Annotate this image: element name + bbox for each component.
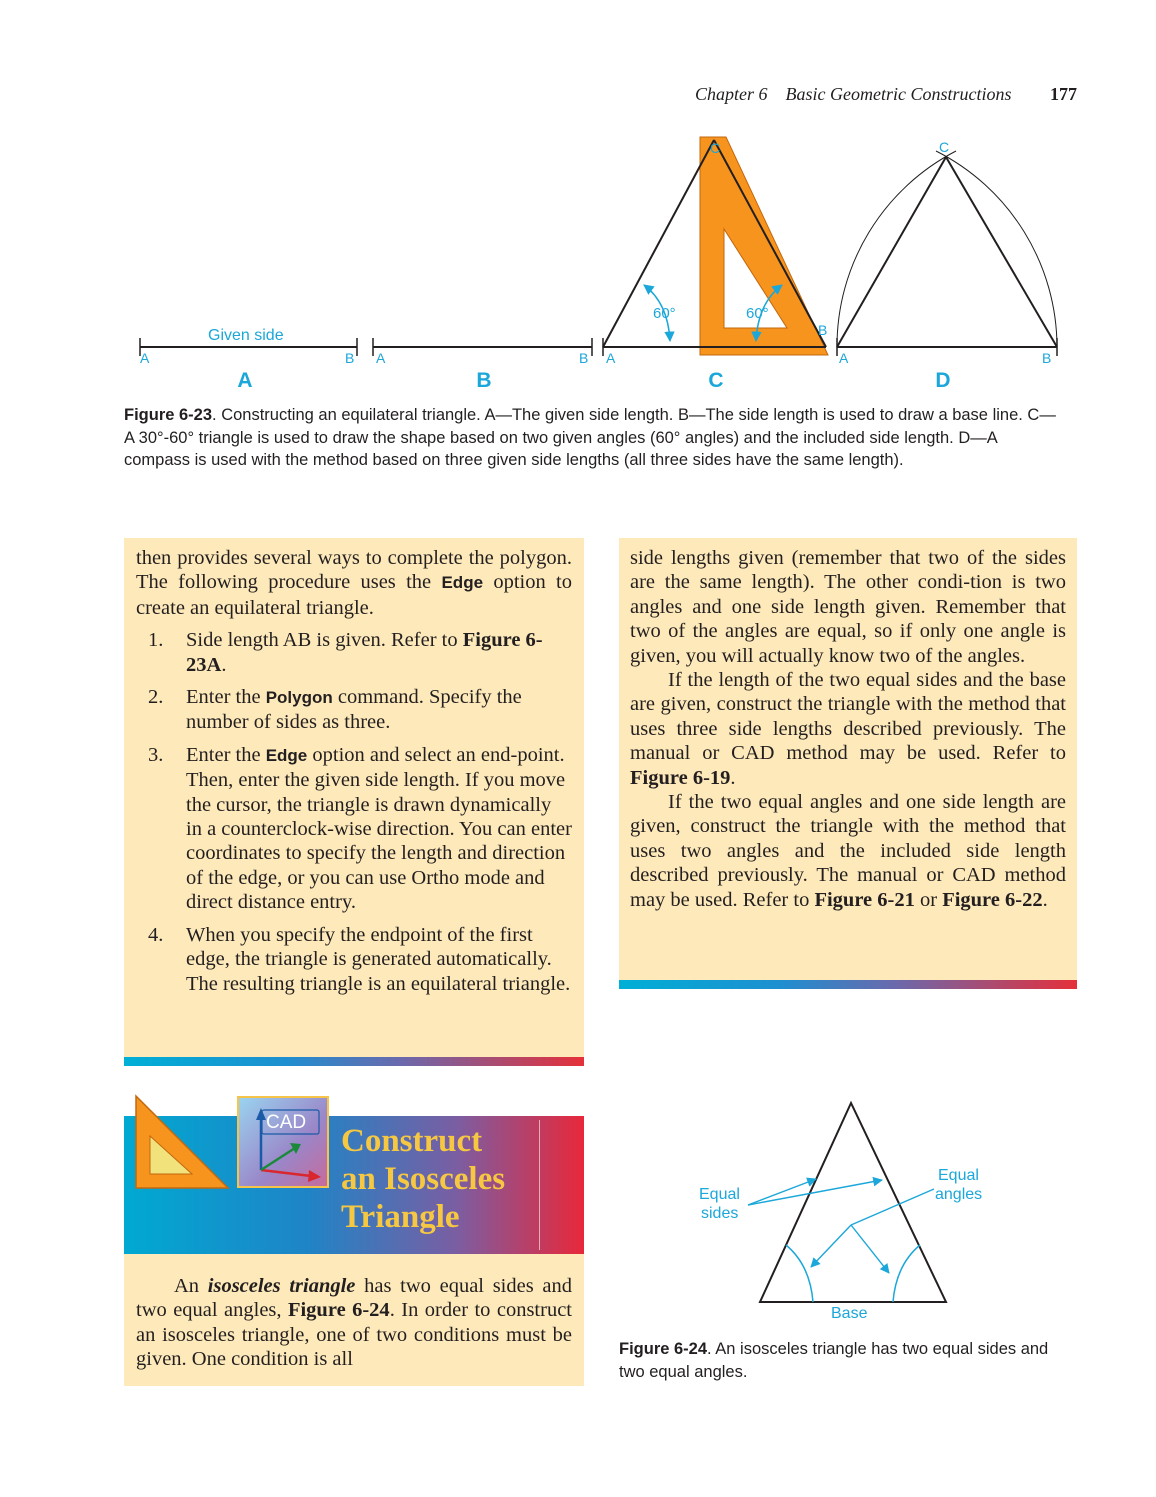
point-a-label: A	[376, 350, 386, 366]
figure-6-24-diagram	[690, 1095, 1010, 1330]
figure-6-24-caption	[619, 1338, 1059, 1383]
chapter-label: Chapter 6	[695, 84, 768, 104]
panel-letter: A	[237, 369, 253, 392]
section-title: Construct an Isosceles Triangle	[341, 1123, 506, 1235]
point-b-label: B	[345, 350, 355, 366]
paragraph: An isosceles triangle has two equal sides and two equal angles, Figure 6-24. In order to construct an isosceles triangle, one of two conditions must be given. One condition is all	[136, 1275, 572, 1371]
point-a-label: A	[140, 350, 150, 366]
chapter-title: Basic Geometric Constructions	[785, 84, 1012, 104]
given-side-label: Given side	[208, 327, 284, 344]
left-text-panel	[124, 538, 584, 1066]
procedure-steps	[136, 628, 572, 996]
paragraph: If the two equal angles and one side length are given, construct the triangle with the method that uses two angles and the included side length described previously. The manual or CAD method may be used. Refer to Figure 6-21 or Figure 6-22.	[630, 791, 1066, 911]
panel-letter: C	[708, 369, 724, 392]
page-number: 177	[1050, 84, 1077, 104]
angle-arc	[786, 1245, 813, 1302]
list-item: 4. When you specify the endpoint of the first edge, the triangle is generated automatically. The resulting triangle is an equilateral triangle.	[148, 923, 571, 995]
list-item: 1. Side length AB is given. Refer to Figure 6-23A.	[148, 629, 543, 676]
list-item: 2. Enter the Polygon command. Specify the number of sides as three.	[148, 686, 522, 734]
point-b-label: B	[579, 350, 589, 366]
isosceles-text-panel	[124, 1254, 584, 1386]
point-a-label: A	[606, 350, 616, 366]
running-header	[695, 84, 1077, 105]
point-b-label: B	[818, 322, 828, 338]
right-text-panel	[619, 538, 1077, 989]
figure-6-23-caption	[124, 404, 1064, 472]
cad-label: CAD	[266, 1112, 307, 1133]
point-a-label: A	[839, 350, 849, 366]
panel-letter: B	[476, 369, 492, 392]
angle-arc	[893, 1245, 920, 1302]
caption-text: . Constructing an equilateral triangle. A—The given side length. B—The side length is used to draw a base line. C—A 30°-60° triangle is used to draw the shape based on two given angles (60° angles) and the included side length. D—A compass is used with the method based on three given side lengths (all three sides have the same length).	[124, 406, 1056, 469]
panel-gradient-bar	[619, 980, 1077, 989]
panel-letter: D	[935, 369, 951, 392]
angle-label: 60°	[746, 305, 769, 322]
set-square-icon	[132, 1092, 232, 1192]
angle-label: 60°	[653, 305, 676, 322]
point-c-label: C	[939, 139, 950, 155]
base-label: Base	[831, 1305, 868, 1322]
isosceles-triangle	[760, 1103, 946, 1302]
cad-badge-icon	[237, 1096, 329, 1188]
intro-paragraph: then provides several ways to complete the polygon. The following procedure uses the Edge option to create an equilateral triangle.	[136, 547, 572, 619]
point-b-label: B	[1042, 350, 1052, 366]
paragraph: side lengths given (remember that two of the sides are the same length). The other condi-tion is two angles and one side length given. Remember that two of the angles are equal, so if only one angle is given, you will actually know two of the angles.	[630, 547, 1066, 667]
equal-angles-label: angles	[935, 1186, 983, 1203]
caption-figure-id: Figure 6-24	[619, 1340, 708, 1358]
panel-gradient-bar	[124, 1057, 584, 1066]
equal-sides-label: Equal	[699, 1186, 740, 1203]
equal-sides-label: sides	[701, 1205, 739, 1222]
caption-text: . An isosceles triangle has two equal sides and two equal angles.	[619, 1340, 1049, 1381]
figure-6-23-diagram	[0, 125, 1156, 395]
equal-angles-label: Equal	[938, 1167, 979, 1184]
list-item: 3. Enter the Edge option and select an end-point. Then, enter the given side length. If you move the cursor, the triangle is drawn dynamically in a counterclock-wise direction. You can enter coordinates to specify the length and direction of the edge, or you can use Ortho mode and direct distance entry.	[148, 743, 572, 914]
caption-figure-id: Figure 6-23	[124, 406, 213, 424]
paragraph: If the length of the two equal sides and the base are given, construct the triangle with the method that uses three side lengths described previously. The manual or CAD method may be used. Refer to Figure 6-19.	[630, 669, 1066, 789]
point-c-label: C	[710, 140, 721, 156]
